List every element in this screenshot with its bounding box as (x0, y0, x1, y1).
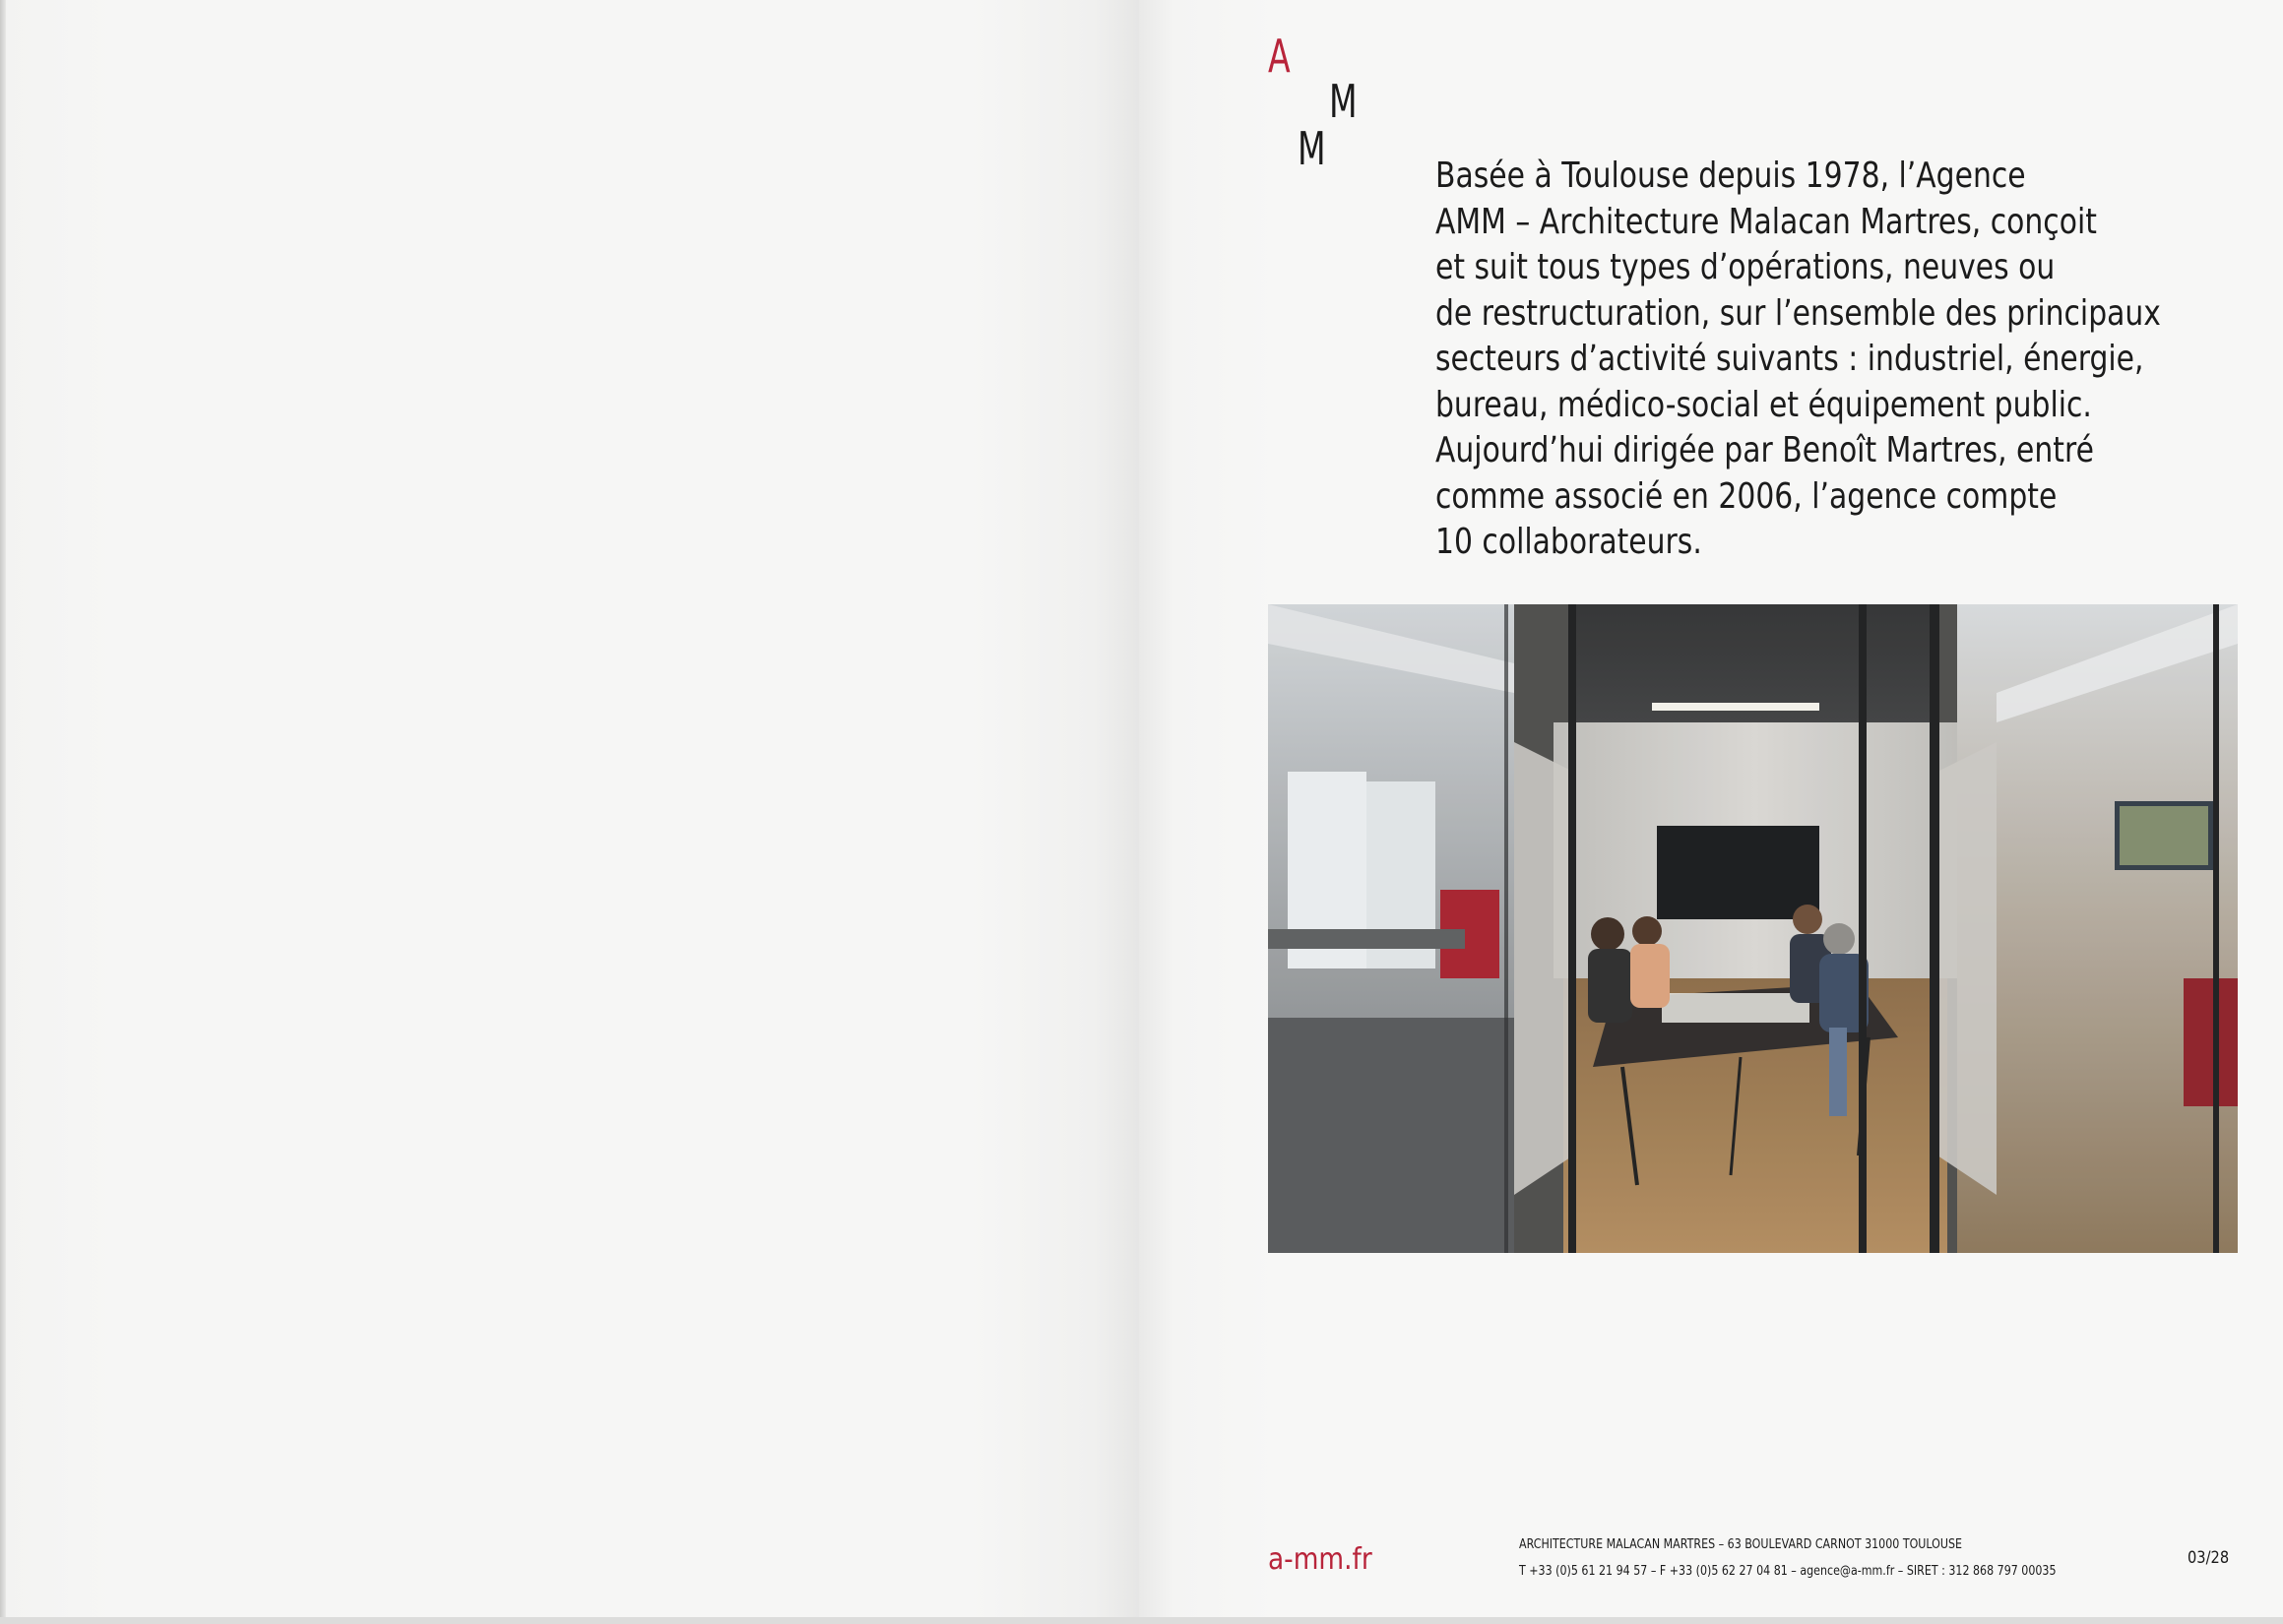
meeting-room-photo (1268, 604, 2238, 1253)
logo-letter-m-upper: M (1329, 75, 1358, 128)
page-number: 03/28 (2188, 1548, 2230, 1568)
left-paper-edge (0, 0, 6, 1617)
intro-line: et suit tous types d’opérations, neuves ou (1435, 247, 2056, 287)
intro-line: Aujourd’hui dirigée par Benoît Martres, entré (1435, 430, 2094, 470)
intro-line: 10 collaborateurs. (1435, 522, 1702, 562)
intro-line: secteurs d’activité suivants : industriel, énergie, (1435, 339, 2144, 379)
intro-line: bureau, médico-social et équipement public. (1435, 384, 2092, 425)
logo-letter-m-lower: M (1298, 122, 1326, 175)
intro-line: Basée à Toulouse depuis 1978, l’Agence (1435, 156, 2026, 196)
address-line: ARCHITECTURE MALACAN MARTRES – 63 BOULEVARD CARNOT 31000 TOULOUSE (1519, 1536, 1963, 1552)
website-link[interactable]: a-mm.fr (1268, 1542, 1372, 1577)
left-page-blank (4, 0, 1139, 1617)
contact-line: T +33 (0)5 61 21 94 57 – F +33 (0)5 62 27 04 81 – agence@a-mm.fr – SIRET : 312 868 797 00035 (1519, 1563, 2057, 1579)
company-address (1519, 1531, 2057, 1585)
intro-line: AMM – Architecture Malacan Martres, conçoit (1435, 201, 2097, 242)
intro-line: comme associé en 2006, l’agence compte (1435, 475, 2058, 517)
bottom-paper-edge (0, 1617, 2283, 1624)
intro-line: de restructuration, sur l’ensemble des principaux (1435, 292, 2161, 334)
logo-letter-a: A (1268, 30, 1291, 83)
meeting-room-illustration (1268, 604, 2238, 1253)
agency-intro-paragraph (1435, 154, 2161, 566)
